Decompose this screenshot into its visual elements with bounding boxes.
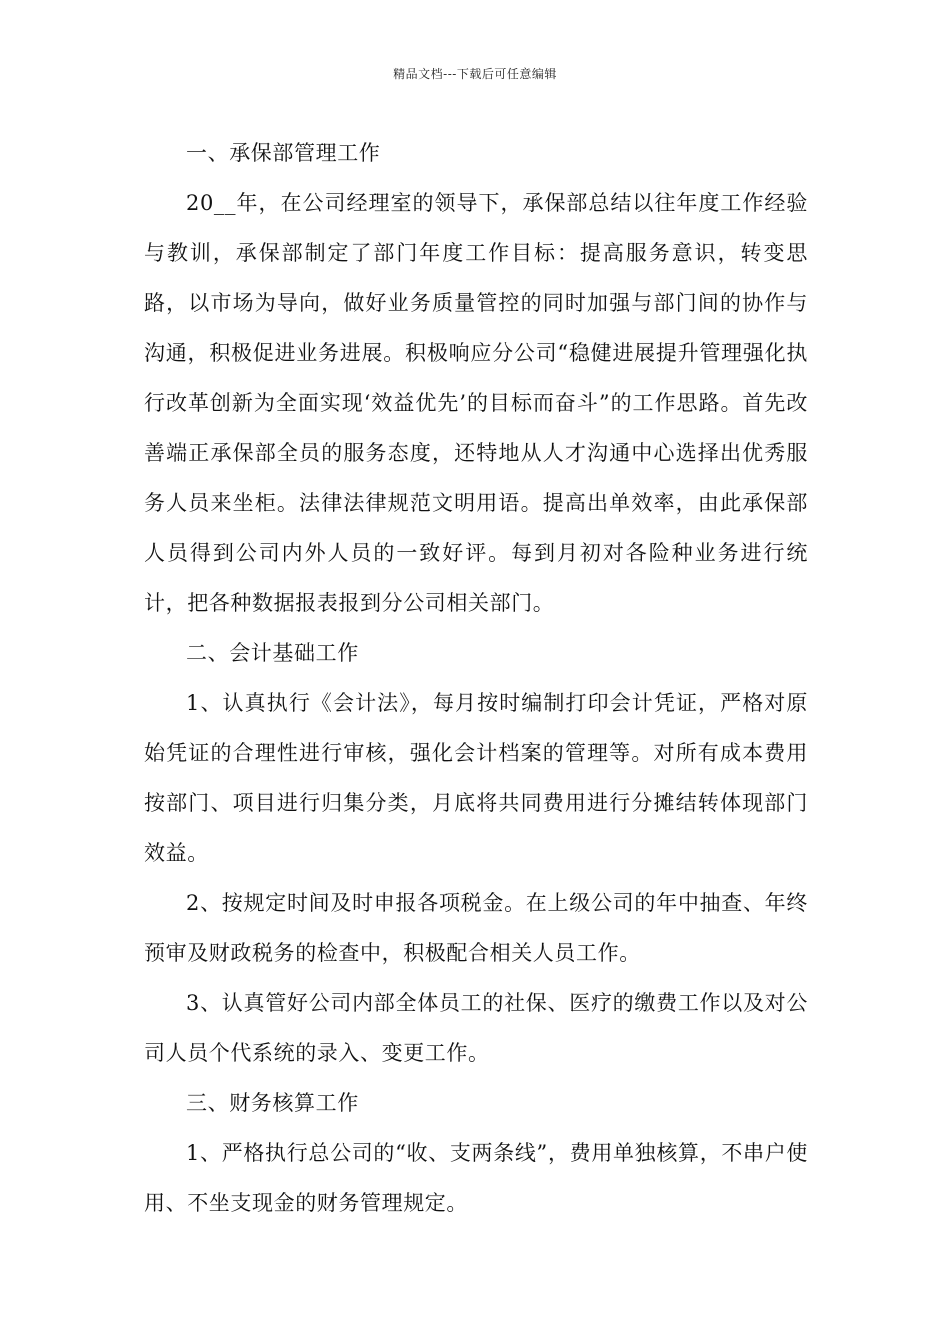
page-header: 精品文档---下载后可任意编辑 bbox=[393, 67, 557, 81]
section-heading-accounting: 二、会计基础工作 bbox=[186, 641, 359, 665]
paragraph-accounting-2: 2、按规定时间及时申报各项税金。在上级公司的年中抽查、年终预审及财政税务的检查中，积极配合相关人员工作。 bbox=[144, 891, 808, 965]
section-heading-underwriting: 一、承保部管理工作 bbox=[186, 141, 381, 165]
paragraph-accounting-3: 3、认真管好公司内部全体员工的社保、医疗的缴费工作以及对公司人员个代系统的录入、变更工作。 bbox=[144, 991, 808, 1065]
paragraph-finance-1: 1、严格执行总公司的“收、支两条线”，费用单独核算，不串户使用、不坐支现金的财务管理规定。 bbox=[144, 1141, 808, 1215]
document-body bbox=[144, 128, 808, 1228]
paragraph-underwriting: 20__年，在公司经理室的领导下，承保部总结以往年度工作经验与教训，承保部制定了部门年度工作目标：提高服务意识，转变思路，以市场为导向，做好业务质量管控的同时加强与部门间的协作与沟通，积极促进业务进展。积极响应分公司“稳健进展提升管理强化执行改革创新为全面实现‘效益优先’的目标而奋斗”的工作思路。首先改善端正承保部全员的服务态度，还特地从人才沟通中心选择出优秀服务人员来坐柜。法律法律规范文明用语。提高出单效率，由此承保部人员得到公司内外人员的一致好评。每到月初对各险种业务进行统计，把各种数据报表报到分公司相关部门。 bbox=[144, 191, 808, 615]
paragraph-accounting-1: 1、认真执行《会计法》，每月按时编制打印会计凭证，严格对原始凭证的合理性进行审核，强化会计档案的管理等。对所有成本费用按部门、项目进行归集分类，月底将共同费用进行分摊结转体现部门效益。 bbox=[144, 691, 808, 865]
section-heading-finance: 三、财务核算工作 bbox=[186, 1091, 359, 1115]
